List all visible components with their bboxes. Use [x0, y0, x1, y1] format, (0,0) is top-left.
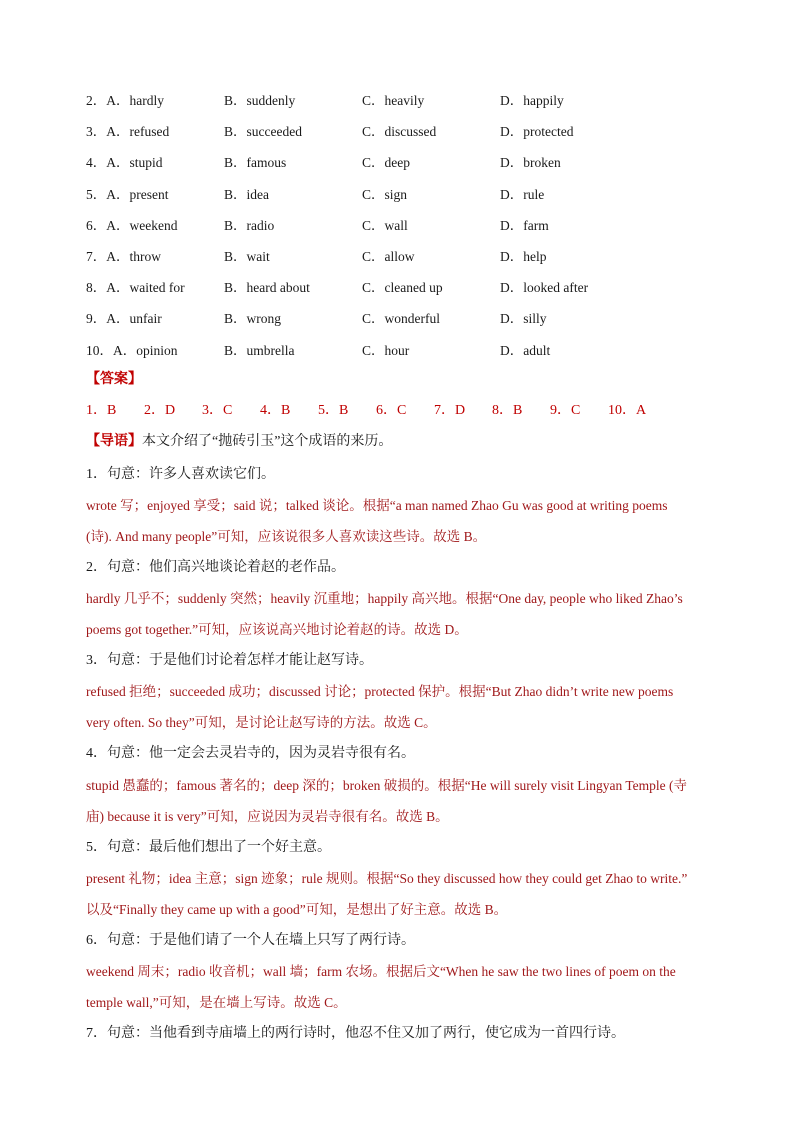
option-d: D．farm	[500, 217, 549, 233]
option-a: 7．A．throw	[86, 249, 161, 264]
answer-item: 8．B	[492, 403, 523, 418]
option-b: B．succeeded	[224, 124, 302, 140]
option-a: 3．A．refused	[86, 124, 170, 140]
explanation-line: present 礼物；idea 主意；sign 迹象；rule 规则。根据“So they discussed how they could get Zhao to write.”	[86, 870, 688, 886]
option-d: D．help	[500, 249, 547, 264]
sentence-meaning: 3．句意：于是他们讨论着怎样才能让赵写诗。	[86, 653, 373, 669]
answer-item: 5．B	[318, 403, 349, 418]
option-b: B．heard about	[224, 280, 310, 296]
option-c: C．wonderful	[362, 311, 440, 327]
explanation-line: poems got together.”可知，应该说高兴地讨论着赵的诗。故选 D。	[86, 622, 468, 638]
option-a: 6．A．weekend	[86, 217, 178, 233]
option-c: C．allow	[362, 249, 415, 264]
option-c: C．heavily	[362, 93, 425, 108]
option-c: C．hour	[362, 342, 410, 358]
explanation-line: 庙) because it is very”可知，应说因为灵岩寺很有名。故选 B。	[86, 808, 449, 824]
option-d: D．happily	[500, 93, 564, 108]
explanation-line: weekend 周末；radio 收音机；wall 墙；farm 农场。根据后文“When he saw the two lines of poem on the	[86, 963, 676, 979]
sentence-meaning: 2．句意：他们高兴地谈论着赵的老作品。	[86, 560, 345, 576]
option-a: 8．A．waited for	[86, 280, 185, 296]
option-c: C．deep	[362, 155, 410, 171]
option-a: 9．A．unfair	[86, 311, 162, 327]
option-b: B．idea	[224, 186, 269, 202]
answer-item: 3．C	[202, 403, 233, 418]
option-a: 4．A．stupid	[86, 155, 163, 171]
explanation-line: very often. So they”可知，是讨论让赵写诗的方法。故选 C。	[86, 715, 437, 731]
explanation-line: (诗). And many people”可知，应该说很多人喜欢读这些诗。故选 B。	[86, 529, 487, 545]
explanation-line: temple wall,”可知，是在墙上写诗。故选 C。	[86, 994, 347, 1010]
option-b: B．radio	[224, 217, 275, 233]
answer-item: 2．D	[144, 403, 176, 418]
answer-item: 6．C	[376, 403, 407, 418]
guide-intro	[86, 430, 392, 450]
explanation-line: refused 拒绝；succeeded 成功；discussed 讨论；protected 保护。根据“But Zhao didn’t write new poems	[86, 684, 674, 700]
option-b: B．famous	[224, 155, 287, 171]
answer-item: 1．B	[86, 403, 117, 418]
sentence-meaning: 1．句意：许多人喜欢读它们。	[86, 467, 275, 482]
answer-item: 9．C	[550, 403, 581, 418]
option-a: 2．A．hardly	[86, 93, 164, 108]
sentence-meaning: 6．句意：于是他们请了一个人在墙上只写了两行诗。	[86, 932, 415, 948]
sentence-meaning: 4．句意：他一定会去灵岩寺的，因为灵岩寺很有名。	[86, 746, 415, 762]
option-c: C．cleaned up	[362, 280, 443, 296]
explanation-line: hardly 几乎不；suddenly 突然；heavily 沉重地；happily 高兴地。根据“One day, people who liked Zhao’s	[86, 591, 683, 607]
option-c: C．discussed	[362, 124, 437, 140]
answer-item: 10．A	[608, 403, 647, 418]
explanation-line: 以及“Finally they came up with a good”可知，是想出了好主意。故选 B。	[86, 901, 508, 917]
explanation-line: wrote 写；enjoyed 享受；said 说；talked 谈论。根据“a man named Zhao Gu was good at writing poems	[86, 498, 668, 514]
option-d: D．protected	[500, 124, 574, 140]
answer-item: 7．D	[434, 403, 466, 418]
explanation-line: stupid 愚蠢的；famous 著名的；deep 深的；broken 破损的。根据“He will surely visit Lingyan Temple (寺	[86, 777, 687, 793]
option-d: D．silly	[500, 311, 547, 327]
option-d: D．broken	[500, 155, 561, 171]
option-d: D．looked after	[500, 280, 589, 296]
option-b: B．suddenly	[224, 93, 296, 108]
option-c: C．sign	[362, 186, 408, 202]
option-b: B．wrong	[224, 311, 281, 327]
answer-item: 4．B	[260, 403, 291, 418]
answer-heading: 【答案】	[86, 372, 142, 387]
option-b: B．umbrella	[224, 342, 295, 358]
guide-title: 【导语】	[86, 434, 142, 449]
option-a: 10．A．opinion	[86, 342, 178, 358]
sentence-meaning: 5．句意：最后他们想出了一个好主意。	[86, 839, 331, 855]
option-d: D．rule	[500, 186, 545, 202]
option-a: 5．A．present	[86, 186, 169, 202]
guide-text: 本文介绍了“抛砖引玉”这个成语的来历。	[142, 434, 393, 449]
sentence-meaning: 7．句意：当他看到寺庙墙上的两行诗时，他忍不住又加了两行，使它成为一首四行诗。	[86, 1025, 625, 1041]
option-b: B．wait	[224, 249, 270, 264]
option-c: C．wall	[362, 217, 408, 233]
option-d: D．adult	[500, 342, 551, 358]
